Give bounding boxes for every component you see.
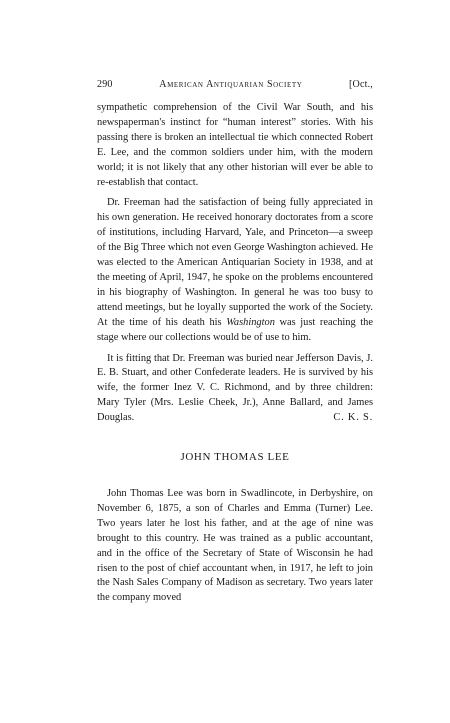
running-date: [Oct., xyxy=(349,79,373,90)
paragraph-burial xyxy=(97,352,373,427)
paragraph-freeman-appreciation xyxy=(97,196,373,345)
paragraph-lee-biography: John Thomas Lee was born in Swadlincote, in Derbyshire, on November 6, 1875, a son of Charles and Emma (Turner) Lee. Two years later he lost his father, and at the age of nine was brought to this country. He was trained as a public accountant, and in the office of the Secretary of State of Wisconsin he had risen to the post of chief accountant when, in 1917, he left to join the Nash Sales Company of Madison as secretary. Two years later the company moved xyxy=(97,488,373,604)
paragraph-text-end: was just reaching the stage where our collections would be of use to him. xyxy=(97,316,373,343)
page-number: 290 xyxy=(97,79,113,90)
section-heading: JOHN THOMAS LEE xyxy=(180,451,290,464)
running-title: American Antiquarian Society xyxy=(159,79,303,90)
author-initials: C. K. S. xyxy=(333,412,373,424)
paragraph-text: It is fitting that Dr. Freeman was buried near Jefferson Davis, J. E. B. Stuart, and other Confederate leaders. He is survived by his wife, the former Inez V. C. Richmond, and by three children: Mary Tyler (Mrs. Leslie Cheek, Jr.), Anne Ballard, and James Douglas. xyxy=(97,352,373,424)
running-head xyxy=(97,79,373,91)
paragraph-text: Dr. Freeman had the satisfaction of being fully appreciated in his own generation. He received honorary doctorates from a score of institutions, including Harvard, Yale, and Princeton—a sweep of the Big Three which not even George Washington achieved. He was elected to the American Antiquarian Society in 1938, and at the meeting of April, 1947, he spoke on the problems encountered in his biography of Washington. In general he was too busy to attend meetings, but he loyally supported the work of the Society. At the time of his death his xyxy=(97,197,373,328)
book-page xyxy=(97,79,373,606)
italic-title: Washington xyxy=(226,316,275,328)
paragraph-continuation: sympathetic comprehension of the Civil War South, and his newspaperman's instinct for “human interest” stories. With his passing there is broken an intellectual tie which connected Robert E. Lee, and the common soldiers under him, with the modern world; it is not likely that any other historian will ever be able to re-establish that contact. xyxy=(97,102,373,188)
